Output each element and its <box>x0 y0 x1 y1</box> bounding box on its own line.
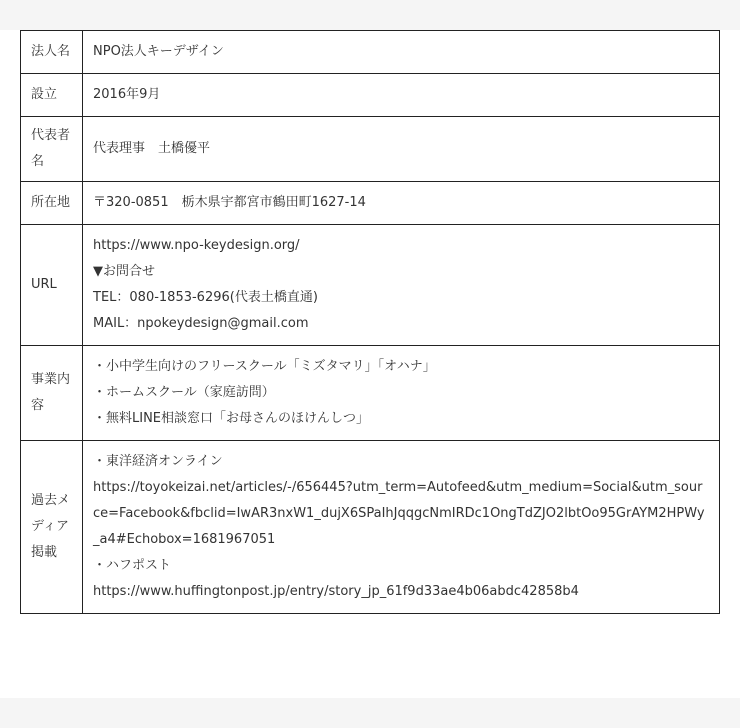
media-name: ・ハフポスト <box>93 558 172 573</box>
company-info-table <box>20 30 720 614</box>
row-label: 設立 <box>21 74 83 117</box>
business-item: ・無料LINE相談窓口「お母さんのほけんしつ」 <box>93 411 370 426</box>
row-url <box>21 225 720 346</box>
row-label: 所在地 <box>21 182 83 225</box>
row-value <box>83 117 720 182</box>
representative-text: 代表理事 土橋優平 <box>93 141 211 156</box>
email-text: MAIL：npokeydesign@gmail.com <box>93 316 309 331</box>
media-article-link[interactable]: https://www.huffingtonpost.jp/entry/story_jp_61f9d33ae4b06abdc42858b4 <box>93 584 579 599</box>
row-value <box>83 225 720 346</box>
row-value <box>83 74 720 117</box>
row-representative <box>21 117 720 182</box>
row-value <box>83 346 720 441</box>
row-label: 事業内容 <box>21 346 83 441</box>
row-value <box>83 182 720 225</box>
corporate-name-text: NPO法人キーデザイン <box>93 44 224 59</box>
row-value <box>83 441 720 614</box>
business-item: ・小中学生向けのフリースクール「ミズタマリ」「オハナ」 <box>93 359 436 374</box>
address-text: 〒320-0851 栃木県宇都宮市鶴田町1627-14 <box>93 195 366 210</box>
row-value <box>83 31 720 74</box>
media-article-link[interactable]: https://toyokeizai.net/articles/-/656445?utm_term=Autofeed&utm_medium=Social&utm_source=Facebook&fbclid=IwAR3nxW1_dujX6SPaIhJqqgcNmIRDc1OngTdZJO2lbtOo95GrAYM2HPWy_a4#Echobox=1681967051 <box>93 480 705 547</box>
media-name: ・東洋経済オンライン <box>93 454 223 469</box>
phone-text: TEL：080-1853-6296(代表土橋直通) <box>93 290 318 305</box>
row-address <box>21 182 720 225</box>
established-date-text: 2016年9月 <box>93 87 161 102</box>
contact-heading: ▼お問合せ <box>93 264 155 279</box>
business-item: ・ホームスクール（家庭訪問） <box>93 385 275 400</box>
row-corporate-name <box>21 31 720 74</box>
row-media <box>21 441 720 614</box>
row-established <box>21 74 720 117</box>
row-business <box>21 346 720 441</box>
row-label: 過去メディア掲載 <box>21 441 83 614</box>
content-area <box>0 30 740 698</box>
row-label: 代表者名 <box>21 117 83 182</box>
row-label: 法人名 <box>21 31 83 74</box>
website-link[interactable]: https://www.npo-keydesign.org/ <box>93 238 300 253</box>
row-label: URL <box>21 225 83 346</box>
